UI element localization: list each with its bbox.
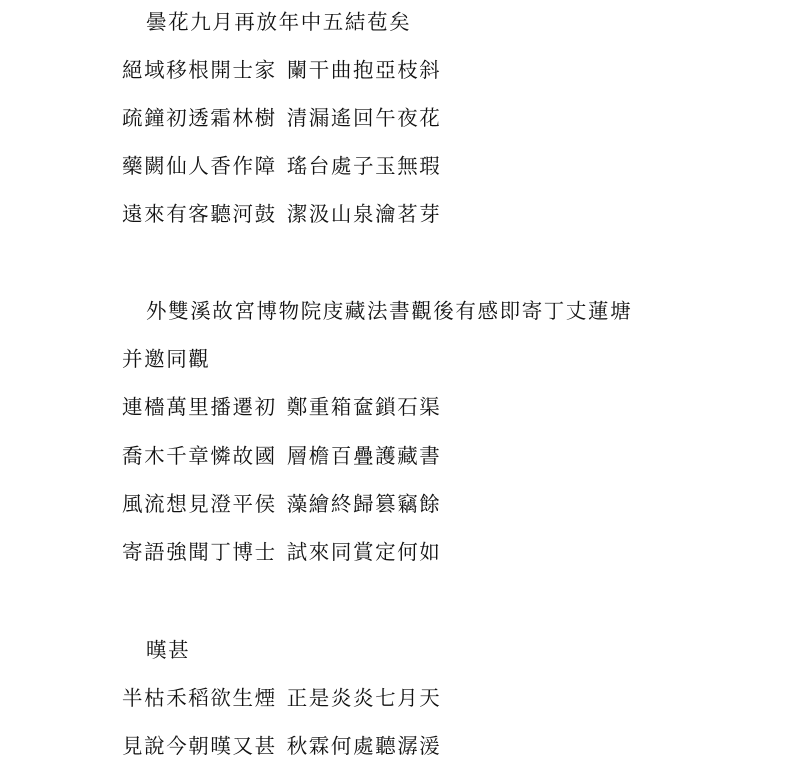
poem-title-continuation: 并邀同觀 bbox=[122, 347, 211, 371]
poem-line bbox=[122, 393, 441, 421]
poem-line-first-half: 藥闕仙人香作障 bbox=[122, 154, 277, 178]
poem-line-second-half: 潔汲山泉瀹茗芽 bbox=[286, 202, 442, 226]
poem-title: 外雙溪故宮博物院庋藏法書觀後有感即寄丁丈蓮塘 bbox=[146, 299, 633, 323]
poem-line bbox=[122, 490, 441, 518]
poem-line bbox=[122, 732, 441, 760]
poem-line-first-half: 寄語強聞丁博士 bbox=[122, 540, 277, 564]
poem-line-first-half: 半枯禾稻欲生煙 bbox=[122, 686, 277, 710]
poem-line bbox=[122, 56, 441, 84]
poem-line bbox=[122, 442, 441, 470]
poem-line-second-half: 瑤台處子玉無瑕 bbox=[286, 154, 442, 178]
poem-line-second-half: 鄭重箱奩鎖石渠 bbox=[286, 395, 442, 419]
poem-line-first-half: 絕域移根開士家 bbox=[122, 58, 277, 82]
poem-line-first-half: 喬木千章憐故國 bbox=[122, 444, 277, 468]
poem-line bbox=[122, 152, 441, 180]
poem-line-second-half: 層檐百疊護藏書 bbox=[286, 444, 442, 468]
poem-line-second-half: 試來同賞定何如 bbox=[286, 540, 442, 564]
poem-line bbox=[122, 200, 441, 228]
poem-line-second-half: 清漏遙回午夜花 bbox=[286, 106, 442, 130]
poem-line-second-half: 闌干曲抱亞枝斜 bbox=[286, 58, 442, 82]
poem-line bbox=[122, 684, 441, 712]
poem-line-first-half: 風流想見澄平侯 bbox=[122, 492, 277, 516]
poem-title: 暵甚 bbox=[146, 638, 191, 662]
poem-line bbox=[122, 104, 441, 132]
poem-line-second-half: 秋霖何處聽潺湲 bbox=[286, 734, 442, 758]
poem-line bbox=[122, 538, 441, 566]
poem-line-first-half: 見說今朝暵又甚 bbox=[122, 734, 277, 758]
poem-line-second-half: 藻繪終歸篡竊餘 bbox=[286, 492, 442, 516]
poem-line-first-half: 遠來有客聽河鼓 bbox=[122, 202, 277, 226]
poem-title: 曇花九月再放年中五結苞矣 bbox=[146, 10, 412, 34]
poem-line-first-half: 連檣萬里播遷初 bbox=[122, 395, 277, 419]
poem-line-first-half: 疏鐘初透霜林樹 bbox=[122, 106, 277, 130]
poem-line-second-half: 正是炎炎七月天 bbox=[286, 686, 442, 710]
